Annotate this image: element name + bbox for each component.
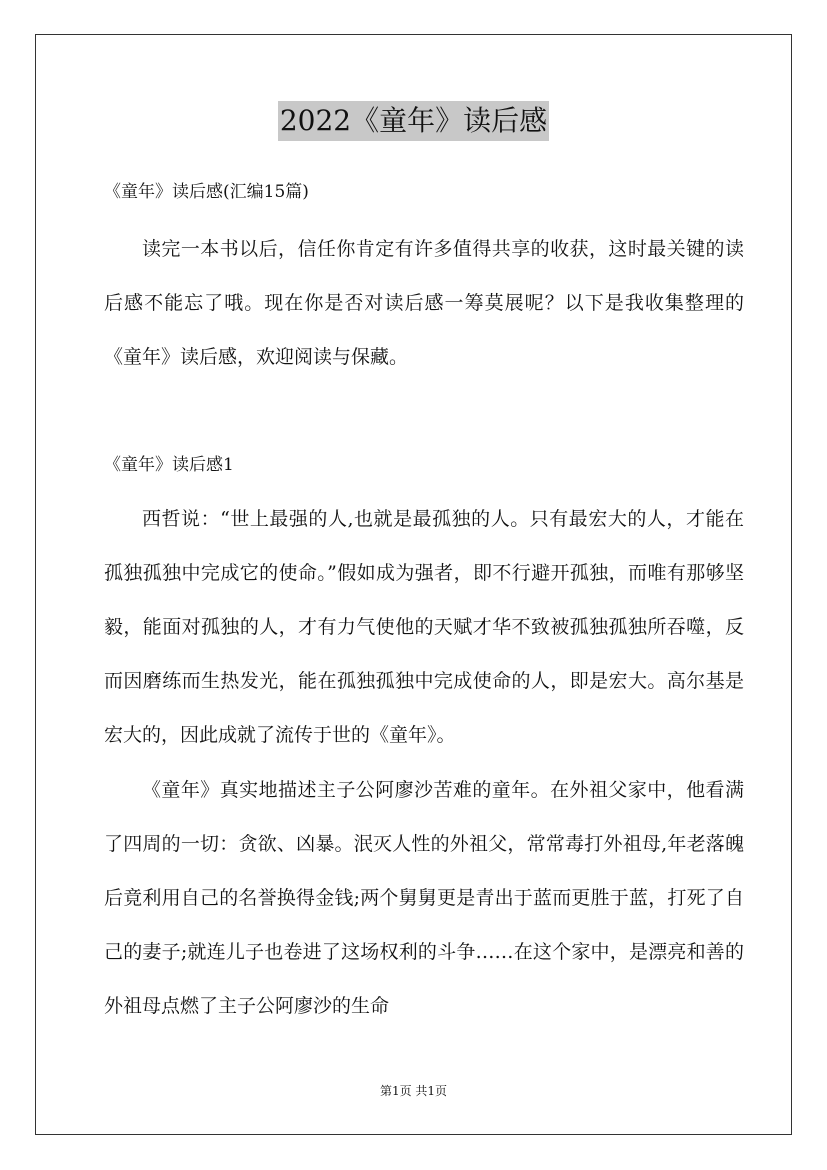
body-paragraph-2: 《童年》真实地描述主子公阿廖沙苦难的童年。在外祖父家中，他看满了四周的一切：贪欲、凶暴。泯灭人性的外祖父，常常毒打外祖母,年老落魄后竟利用自己的名誉换得金钱;两个舅舅更是青出于蓝而更胜于蓝，打死了自己的妻子;就连儿子也卷进了这场权利的斗争……在这个家中，是漂亮和善的外祖母点燃了主子公阿廖沙的生命 <box>104 779 744 1017</box>
intro-paragraph: 读完一本书以后，信任你肯定有许多值得共享的收获，这时最关键的读后感不能忘了哦。现在你是否对读后感一筹莫展呢？以下是我收集整理的《童年》读后感，欢迎阅读与保藏。 <box>104 238 744 368</box>
document-title: 2022《童年》读后感 <box>278 101 549 141</box>
document-subtitle: 《童年》读后感(汇编15篇) <box>104 182 309 202</box>
title-container <box>0 101 827 141</box>
section-heading: 《童年》读后感1 <box>104 455 234 475</box>
page-footer: 第1页 共1页 <box>379 1084 448 1098</box>
body-paragraph-1: 西哲说：“世上最强的人,也就是最孤独的人。只有最宏大的人，才能在孤独孤独中完成它的使命。”假如成为强者，即不行避开孤独，而唯有那够坚毅，能面对孤独的人，才有力气使他的天赋才华不致被孤独孤独所吞噬，反而因磨练而生热发光，能在孤独孤独中完成使命的人，即是宏大。高尔基是宏大的，因此成就了流传于世的《童年》。 <box>104 508 744 746</box>
